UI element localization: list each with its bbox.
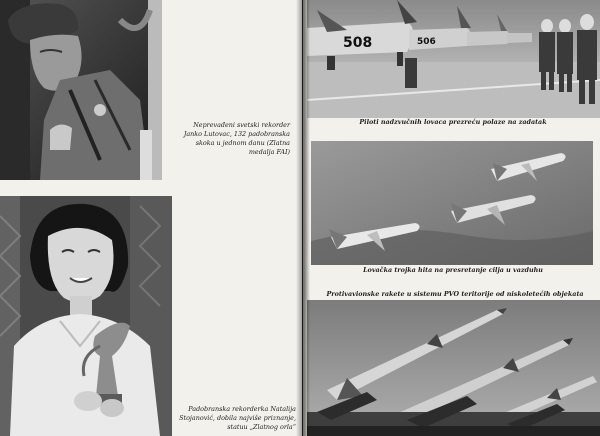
woman-caption — [178, 405, 296, 432]
pilot-caption-line: Janko Lutovac, 132 padobranska — [183, 130, 290, 138]
jet-number: 506 — [417, 37, 436, 47]
woman-photo — [0, 196, 172, 436]
jets-ground-image — [307, 0, 600, 118]
right-page — [303, 0, 600, 436]
jets-air-photo — [311, 141, 593, 265]
ground-caption: Piloti nadzvučnih lovaca prezreću polaze na zadatak — [359, 118, 547, 126]
woman-caption-line: statuu „Zlatnog orla“ — [227, 423, 296, 431]
pilot-photo — [0, 0, 162, 180]
woman-caption-line: Stojanović, dobila najviše priznanje, — [179, 414, 296, 422]
woman-photo-image — [0, 196, 172, 436]
book-gutter — [296, 0, 310, 436]
pilot-photo-image — [0, 0, 162, 180]
missiles-image — [307, 300, 600, 436]
pilot-caption — [170, 121, 290, 157]
jet-number: 508 — [343, 35, 373, 51]
jets-ground-photo — [307, 0, 600, 118]
air-caption: Lovačka trojka hita na presretanje cilja u vazduhu — [363, 266, 543, 274]
pilot-caption-line: medalja FAI) — [248, 148, 290, 156]
jets-air-image — [311, 141, 593, 265]
woman-caption-line: Padobranska rekorderka Natalija — [188, 405, 296, 413]
pilot-caption-line: skoka u jednom danu (Zlatna — [195, 139, 290, 147]
missiles-caption: Protivavionske rakete u sistemu PVO teritorije od niskoletećih objekata — [326, 290, 584, 298]
pilot-caption-line: Neprevađeni svetski rekorder — [193, 121, 290, 129]
missiles-photo — [307, 300, 600, 436]
